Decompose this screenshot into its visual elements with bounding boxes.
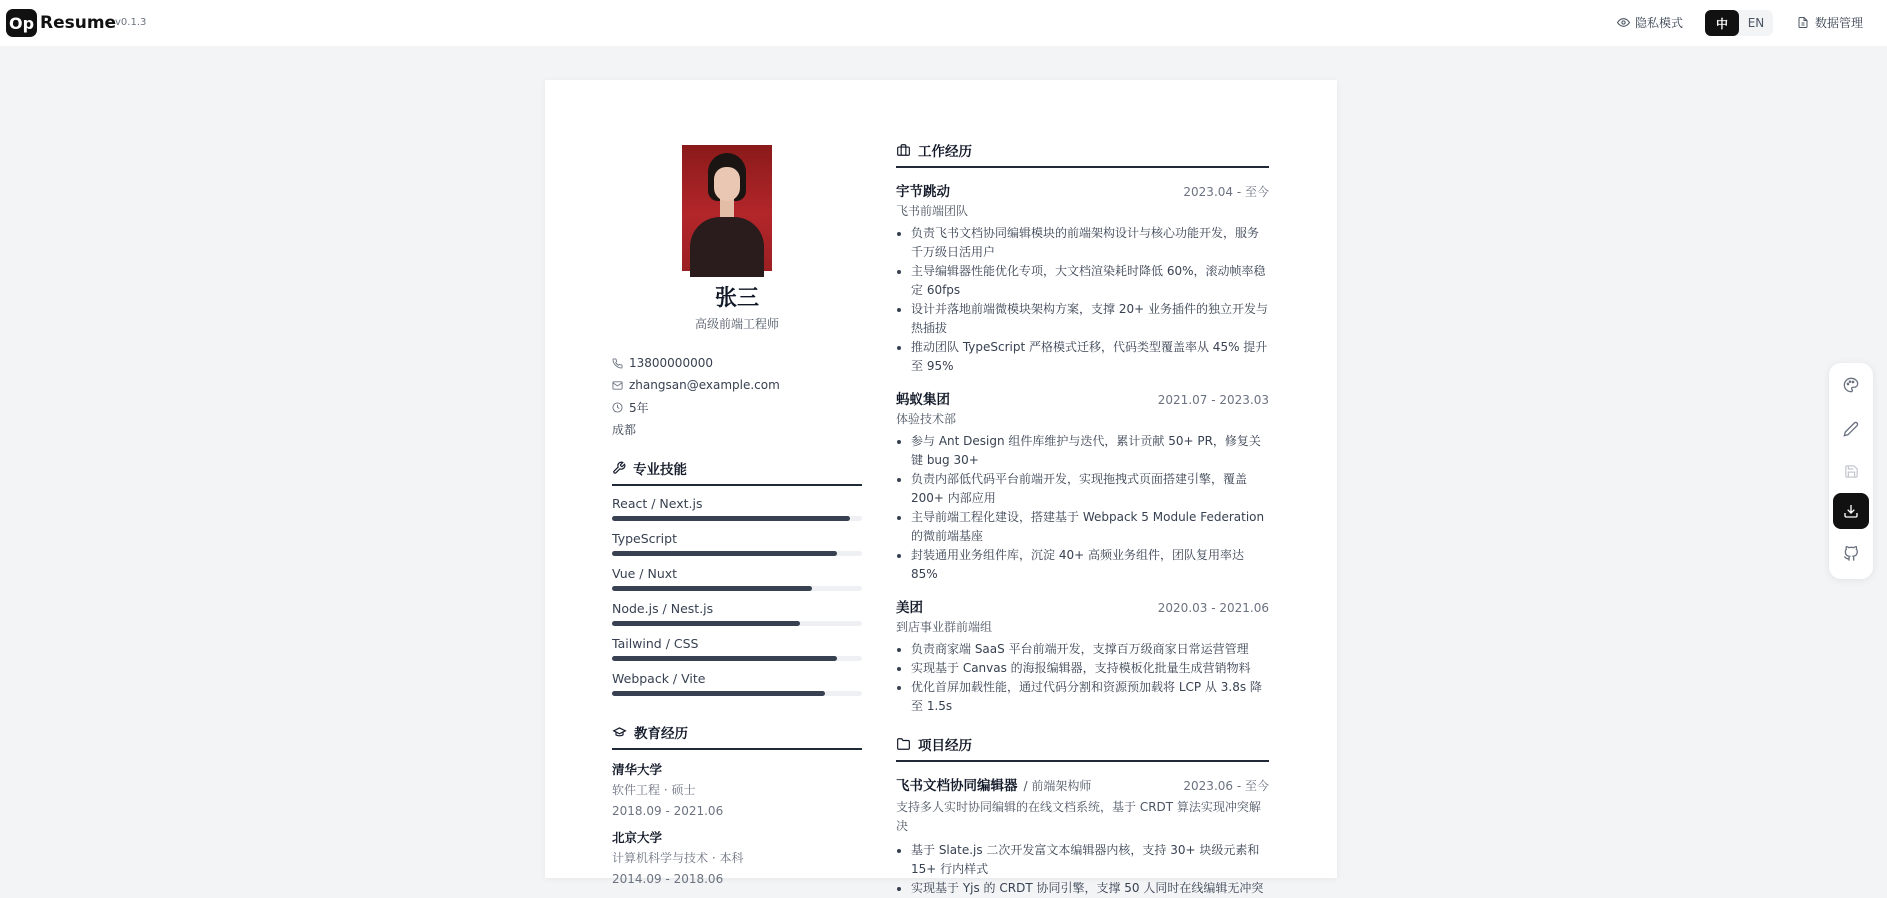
edit-button[interactable] <box>1833 411 1869 447</box>
project-description: 支持多人实时协同编辑的在线文档系统，基于 CRDT 算法实现冲突解决 <box>896 800 1261 833</box>
education-major: 计算机科学与技术 · 本科 <box>612 851 744 865</box>
project-role: / 前端架构师 <box>1023 779 1092 793</box>
skill-item <box>612 671 862 696</box>
work-item <box>896 180 1269 376</box>
skills-heading <box>612 458 862 486</box>
work-item <box>896 388 1269 584</box>
mail-icon <box>612 380 623 391</box>
experience-value: 5年 <box>629 400 649 415</box>
skill-name: Tailwind / CSS <box>612 636 699 651</box>
project-bullet: • 实现基于 Yjs 的 CRDT 协同引擎，支撑 50 人同时在线编辑无冲突 <box>911 879 1269 898</box>
top-bar <box>0 0 1887 46</box>
skill-name: Webpack / Vite <box>612 671 706 686</box>
github-button[interactable] <box>1833 536 1869 572</box>
work-item <box>896 596 1269 716</box>
skill-level-bar <box>612 551 862 556</box>
education-school: 北京大学 <box>612 830 663 845</box>
work-heading-label: 工作经历 <box>918 144 972 160</box>
work-item-header <box>896 596 1269 616</box>
education-major: 软件工程 · 硕士 <box>612 783 696 797</box>
work-date: 2021.07 - 2023.03 <box>1157 393 1269 407</box>
phone-icon <box>612 358 623 369</box>
skill-item <box>612 566 862 591</box>
profile-photo <box>682 145 772 271</box>
contact-email <box>612 374 862 396</box>
work-bullet: • 负责内部低代码平台前端开发，实现拖拽式页面搭建引擎，覆盖 200+ 内部应用 <box>911 470 1269 508</box>
lang-en-button[interactable]: EN <box>1747 16 1765 30</box>
save-icon <box>1844 464 1859 479</box>
skill-item <box>612 601 862 626</box>
skill-level-fill <box>612 656 837 661</box>
skill-level-bar <box>612 516 862 521</box>
skill-level-bar <box>612 621 862 626</box>
work-team: 体验技术部 <box>896 412 957 426</box>
wrench-icon <box>612 461 626 475</box>
project-name: 飞书文档协同编辑器 <box>896 778 1018 794</box>
skill-level-fill <box>612 586 812 591</box>
work-bullet: • 主导编辑器性能优化专项，大文档渲染耗时降低 60%，滚动帧率稳定 60fps <box>911 262 1269 300</box>
city-value: 成都 <box>612 422 637 437</box>
theme-button[interactable] <box>1833 367 1869 403</box>
contact-info <box>612 352 862 440</box>
skill-level-fill <box>612 691 825 696</box>
download-icon <box>1843 503 1859 519</box>
work-bullet: • 负责飞书文档协同编辑模块的前端架构设计与核心功能开发，服务千万级日活用户 <box>911 224 1269 262</box>
folder-icon <box>896 737 911 751</box>
work-bullet: • 设计并落地前端微模块架构方案，支撑 20+ 业务插件的独立开发与热插拔 <box>911 300 1269 338</box>
education-heading <box>612 722 862 750</box>
work-company: 美团 <box>896 600 923 616</box>
project-title <box>896 774 1091 794</box>
education-heading-label: 教育经历 <box>634 726 688 742</box>
version-label: v0.1.3 <box>115 17 147 28</box>
work-company: 蚂蚁集团 <box>896 392 950 408</box>
work-bullet: • 负责商家端 SaaS 平台前端开发，支撑百万级商家日常运营管理 <box>911 640 1269 659</box>
skills-heading-label: 专业技能 <box>633 462 687 478</box>
skill-item <box>612 531 862 556</box>
file-icon <box>1797 16 1809 29</box>
skill-level-fill <box>612 621 800 626</box>
skill-name: React / Next.js <box>612 496 703 511</box>
download-button[interactable] <box>1833 493 1869 529</box>
work-team: 飞书前端团队 <box>896 204 969 218</box>
data-management-button[interactable] <box>1797 14 1863 31</box>
contact-city <box>612 418 862 440</box>
projects-heading <box>896 734 1269 762</box>
work-date: 2023.04 - 至今 <box>1183 185 1269 199</box>
project-item <box>896 774 1269 898</box>
resume-sidebar <box>612 145 862 886</box>
work-bullets <box>896 640 1269 716</box>
skills-section <box>612 458 862 696</box>
work-bullet: • 优化首屏加载性能，通过代码分割和资源预加载将 LCP 从 3.8s 降至 1.5s <box>911 678 1269 716</box>
work-bullet: • 封装通用业务组件库，沉淀 40+ 高频业务组件，团队复用率达 85% <box>911 546 1269 584</box>
github-icon <box>1843 546 1859 562</box>
contact-phone <box>612 352 862 374</box>
language-switch <box>1705 10 1773 36</box>
education-date: 2018.09 - 2021.06 <box>612 804 724 818</box>
education-section <box>612 722 862 886</box>
work-bullet: • 实现基于 Canvas 的海报编辑器，支持模板化批量生成营销物料 <box>911 659 1269 678</box>
work-bullet: • 推动团队 TypeScript 严格模式迁移，代码类型覆盖率从 45% 提升至 95% <box>911 338 1269 376</box>
logo-mark: Op <box>6 9 37 37</box>
project-bullet: • 基于 Slate.js 二次开发富文本编辑器内核，支持 30+ 块级元素和 15+ 行内样式 <box>911 841 1269 879</box>
graduation-cap-icon <box>612 725 627 739</box>
briefcase-icon <box>896 143 911 157</box>
palette-icon <box>1843 377 1859 393</box>
education-item <box>612 760 862 818</box>
project-bullets <box>896 841 1269 898</box>
skill-level-bar <box>612 586 862 591</box>
work-bullet: • 参与 Ant Design 组件库维护与迭代，累计贡献 50+ PR，修复关键 bug 30+ <box>911 432 1269 470</box>
project-date: 2023.06 - 至今 <box>1183 779 1269 793</box>
skill-level-bar <box>612 656 862 661</box>
work-item-header <box>896 388 1269 408</box>
pen-icon <box>1843 421 1859 437</box>
skill-level-fill <box>612 551 837 556</box>
privacy-mode-label: 隐私模式 <box>1635 16 1684 30</box>
email-value: zhangsan@example.com <box>629 378 780 392</box>
work-bullets <box>896 224 1269 376</box>
project-item-header <box>896 774 1269 794</box>
education-date: 2014.09 - 2018.06 <box>612 872 724 886</box>
education-school: 清华大学 <box>612 762 663 777</box>
app-logo[interactable] <box>6 9 116 37</box>
education-item <box>612 828 862 886</box>
skill-item <box>612 496 862 521</box>
clock-icon <box>612 402 623 413</box>
floating-toolbar <box>1829 363 1873 579</box>
work-team: 到店事业群前端组 <box>896 620 993 634</box>
phone-value: 13800000000 <box>629 356 713 370</box>
skill-level-bar <box>612 691 862 696</box>
privacy-mode-button[interactable] <box>1617 14 1683 31</box>
resume-main <box>896 140 1269 898</box>
work-item-header <box>896 180 1269 200</box>
skill-item <box>612 636 862 661</box>
work-company: 宇节跳动 <box>896 184 950 200</box>
save-button[interactable] <box>1833 453 1869 489</box>
skill-level-fill <box>612 516 850 521</box>
profile-name: 张三 <box>714 286 759 311</box>
work-bullet: • 主导前端工程化建设，搭建基于 Webpack 5 Module Federation 的微前端基座 <box>911 508 1269 546</box>
skill-name: TypeScript <box>612 531 677 546</box>
work-date: 2020.03 - 2021.06 <box>1157 601 1269 615</box>
logo-name: Resume <box>40 13 117 33</box>
data-management-label: 数据管理 <box>1815 16 1864 30</box>
skill-name: Vue / Nuxt <box>612 566 678 581</box>
skill-name: Node.js / Nest.js <box>612 601 714 616</box>
work-heading <box>896 140 1269 168</box>
lang-zh-button[interactable]: 中 <box>1705 10 1739 36</box>
resume-page <box>545 80 1337 895</box>
eye-icon <box>1617 16 1630 29</box>
contact-experience <box>612 396 862 418</box>
profile-title: 高级前端工程师 <box>694 317 779 331</box>
work-bullets <box>896 432 1269 584</box>
projects-heading-label: 项目经历 <box>918 738 972 754</box>
